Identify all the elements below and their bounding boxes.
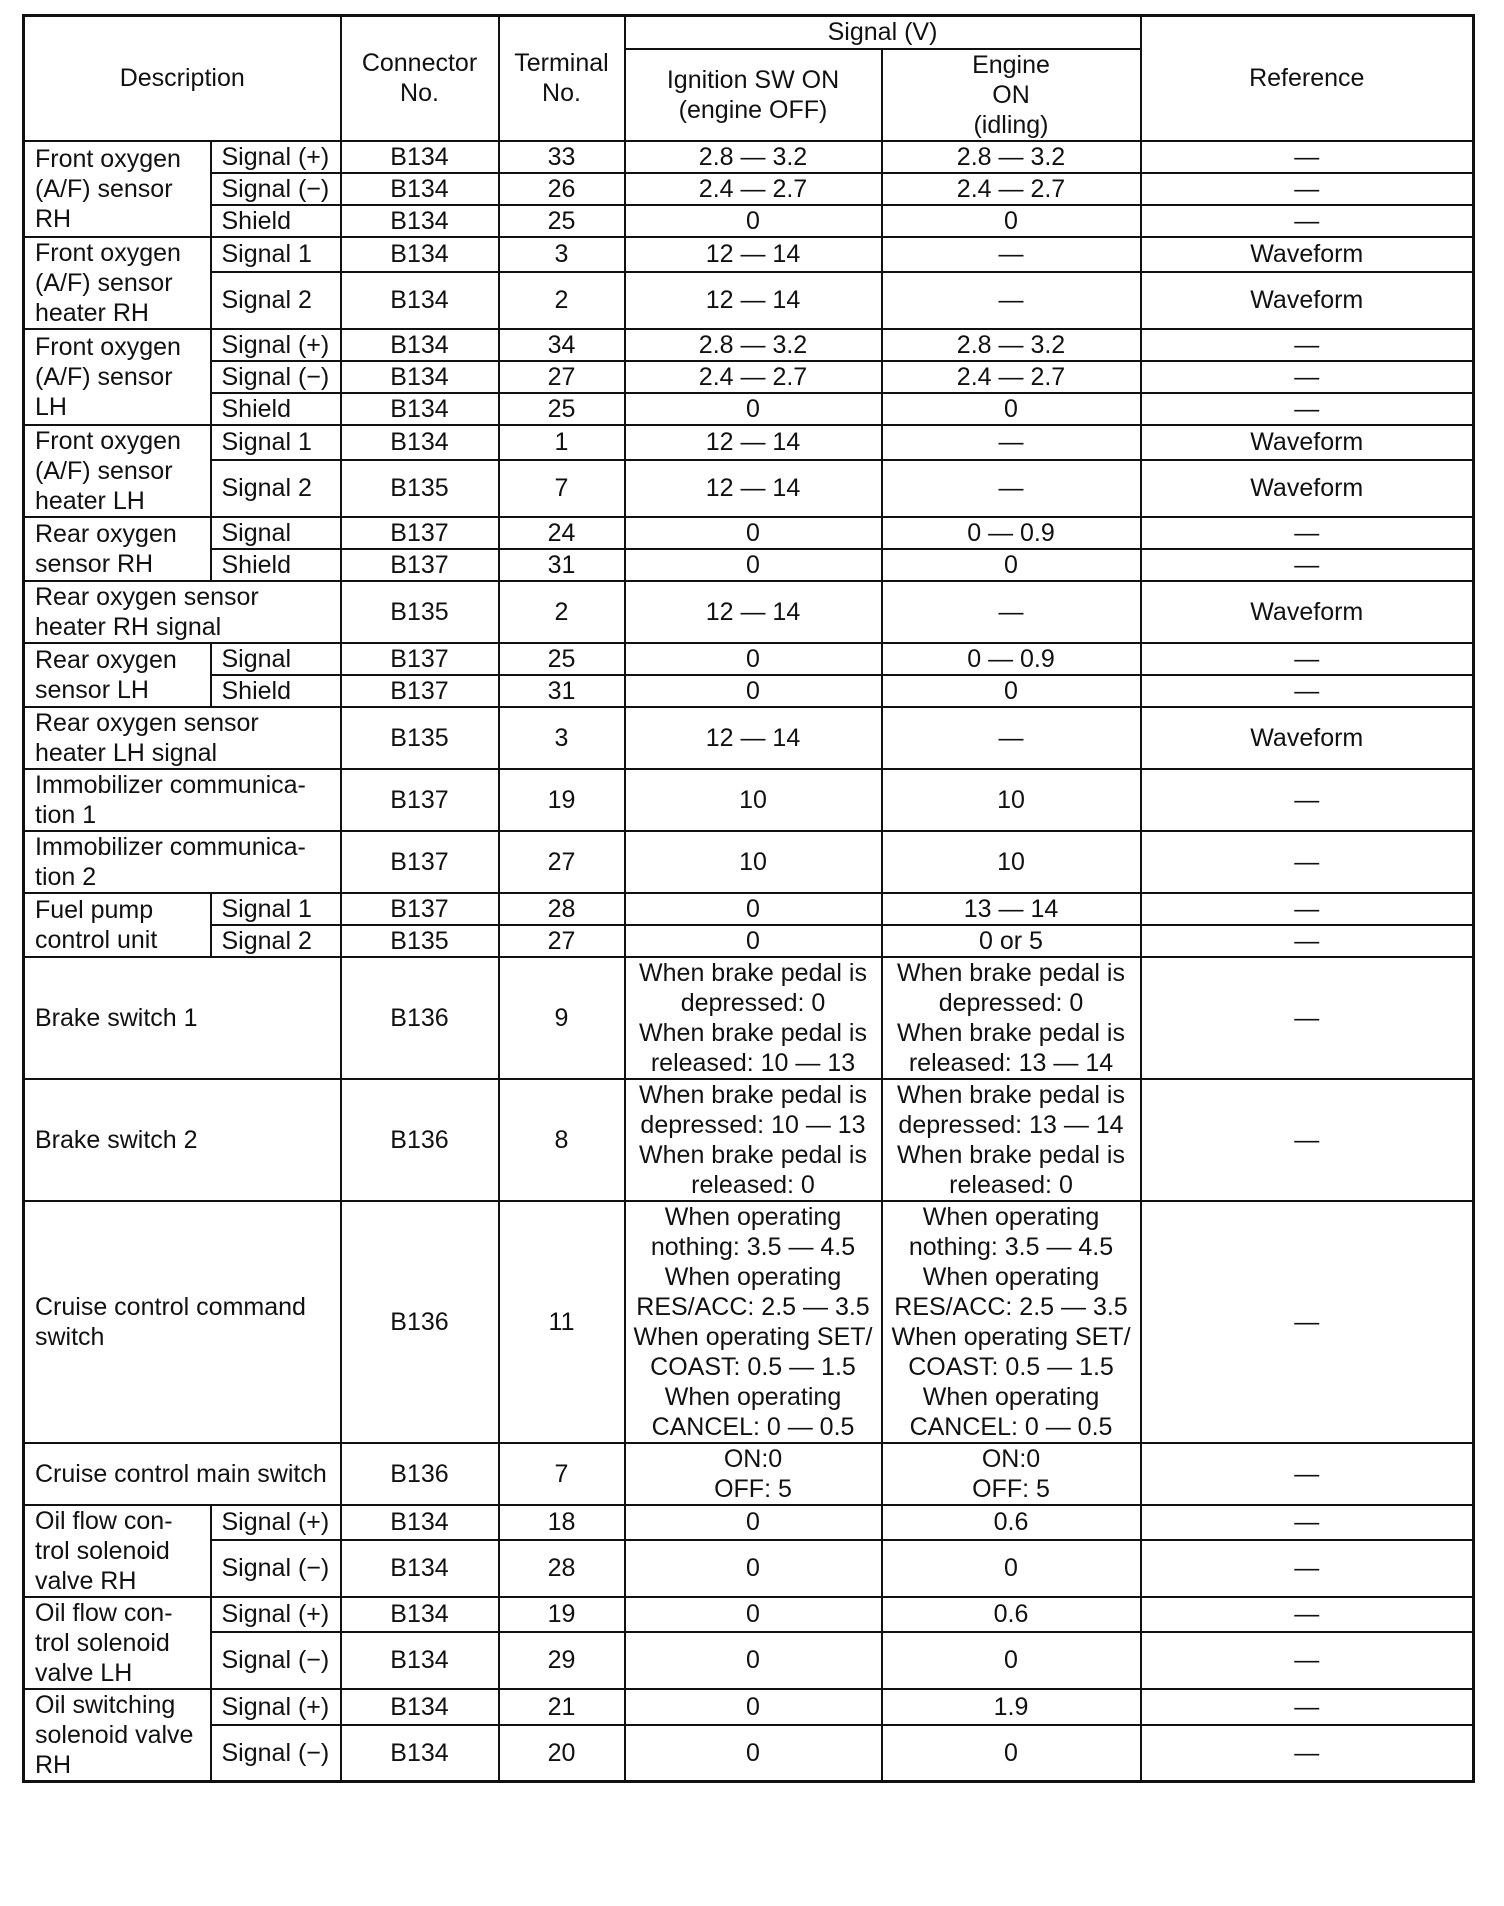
- terminal-cell: 19: [499, 769, 625, 831]
- ignition-cell: 0: [625, 549, 882, 581]
- engine-cell: When brake pedal is depressed: 13 — 14 When brake pedal is released: 0: [882, 1079, 1141, 1201]
- reference-cell: —: [1141, 517, 1474, 549]
- ignition-cell: 0: [625, 1725, 882, 1781]
- ignition-cell: When brake pedal is depressed: 10 — 13 When brake pedal is released: 0: [625, 1079, 882, 1201]
- connector-cell: B134: [341, 1689, 499, 1725]
- description-cell: Fuel pump control unit: [24, 893, 211, 957]
- ignition-cell: 12 — 14: [625, 425, 882, 461]
- sub-signal-cell: Signal 1: [211, 425, 341, 461]
- engine-cell: 0 — 0.9: [882, 643, 1141, 675]
- reference-cell: —: [1141, 1540, 1474, 1596]
- engine-cell: —: [882, 707, 1141, 769]
- engine-cell: 0: [882, 393, 1141, 425]
- engine-cell: 0.6: [882, 1505, 1141, 1541]
- engine-cell: —: [882, 460, 1141, 516]
- terminal-cell: 28: [499, 1540, 625, 1596]
- terminal-cell: 34: [499, 329, 625, 361]
- connector-cell: B134: [341, 237, 499, 273]
- header-reference: Reference: [1141, 16, 1474, 141]
- description-cell: Rear oxygen sensor heater LH signal: [24, 707, 341, 769]
- engine-cell: 0: [882, 1632, 1141, 1688]
- engine-cell: 13 — 14: [882, 893, 1141, 925]
- table-row: [24, 425, 1474, 461]
- engine-cell: When operating nothing: 3.5 — 4.5 When operating RES/ACC: 2.5 — 3.5 When operating SET/ COAST: 0.5 — 1.5 When operating CANCEL: 0 — 0.5: [882, 1201, 1141, 1443]
- reference-cell: —: [1141, 1725, 1474, 1781]
- reference-cell: —: [1141, 1689, 1474, 1725]
- description-cell: Cruise control main switch: [24, 1443, 341, 1505]
- engine-cell: When brake pedal is depressed: 0 When brake pedal is released: 13 — 14: [882, 957, 1141, 1079]
- terminal-cell: 7: [499, 460, 625, 516]
- ignition-cell: 2.4 — 2.7: [625, 173, 882, 205]
- sub-signal-cell: Shield: [211, 675, 341, 707]
- terminal-cell: 18: [499, 1505, 625, 1541]
- engine-cell: 0: [882, 1540, 1141, 1596]
- reference-cell: Waveform: [1141, 460, 1474, 516]
- description-cell: Immobilizer communica-tion 2: [24, 831, 341, 893]
- ignition-cell: 0: [625, 1505, 882, 1541]
- description-cell: Rear oxygen sensor RH: [24, 517, 211, 581]
- connector-cell: B134: [341, 1725, 499, 1781]
- ignition-cell: 0: [625, 1689, 882, 1725]
- table-body: [24, 141, 1474, 1782]
- reference-cell: —: [1141, 361, 1474, 393]
- engine-cell: —: [882, 237, 1141, 273]
- reference-cell: —: [1141, 329, 1474, 361]
- terminal-cell: 25: [499, 205, 625, 237]
- sub-signal-cell: Signal (−): [211, 1725, 341, 1781]
- connector-cell: B135: [341, 707, 499, 769]
- terminal-cell: 24: [499, 517, 625, 549]
- table-row: [24, 643, 1474, 675]
- ignition-cell: 12 — 14: [625, 581, 882, 643]
- terminal-cell: 1: [499, 425, 625, 461]
- reference-cell: Waveform: [1141, 425, 1474, 461]
- description-cell: Rear oxygen sensor LH: [24, 643, 211, 707]
- engine-cell: 10: [882, 769, 1141, 831]
- sub-signal-cell: Signal 2: [211, 925, 341, 957]
- table-row: [24, 141, 1474, 173]
- reference-cell: —: [1141, 643, 1474, 675]
- sub-signal-cell: Signal (+): [211, 329, 341, 361]
- sub-signal-cell: Signal 1: [211, 893, 341, 925]
- ignition-cell: 0: [625, 1632, 882, 1688]
- reference-cell: —: [1141, 1079, 1474, 1201]
- table-row: [24, 1505, 1474, 1541]
- ignition-cell: ON:0 OFF: 5: [625, 1443, 882, 1505]
- sub-signal-cell: Signal (+): [211, 1505, 341, 1541]
- terminal-cell: 27: [499, 831, 625, 893]
- connector-cell: B137: [341, 831, 499, 893]
- table-row: [24, 237, 1474, 273]
- connector-cell: B134: [341, 272, 499, 328]
- reference-cell: —: [1141, 141, 1474, 173]
- description-cell: Oil flow con-trol solenoid valve RH: [24, 1505, 211, 1597]
- description-cell: Front oxygen (A/F) sensor RH: [24, 141, 211, 237]
- table-row: [24, 460, 1474, 516]
- sub-signal-cell: Shield: [211, 393, 341, 425]
- table-row: [24, 1632, 1474, 1688]
- description-cell: Front oxygen (A/F) sensor heater RH: [24, 237, 211, 329]
- sub-signal-cell: Signal (−): [211, 1632, 341, 1688]
- table-row: [24, 769, 1474, 831]
- description-cell: Front oxygen (A/F) sensor heater LH: [24, 425, 211, 517]
- table-row: [24, 957, 1474, 1079]
- terminal-cell: 31: [499, 675, 625, 707]
- engine-cell: 2.8 — 3.2: [882, 329, 1141, 361]
- header-ignition: Ignition SW ON (engine OFF): [625, 49, 882, 141]
- table-row: [24, 517, 1474, 549]
- connector-cell: B134: [341, 1540, 499, 1596]
- ignition-cell: 0: [625, 675, 882, 707]
- ignition-cell: 10: [625, 831, 882, 893]
- engine-cell: 0: [882, 205, 1141, 237]
- sub-signal-cell: Signal (+): [211, 141, 341, 173]
- sub-signal-cell: Signal 1: [211, 237, 341, 273]
- reference-cell: —: [1141, 1443, 1474, 1505]
- terminal-cell: 29: [499, 1632, 625, 1688]
- engine-cell: 10: [882, 831, 1141, 893]
- ignition-cell: 12 — 14: [625, 460, 882, 516]
- reference-cell: —: [1141, 1505, 1474, 1541]
- connector-cell: B134: [341, 141, 499, 173]
- reference-cell: —: [1141, 1201, 1474, 1443]
- description-cell: Oil switching solenoid valve RH: [24, 1689, 211, 1782]
- connector-cell: B134: [341, 329, 499, 361]
- connector-cell: B135: [341, 925, 499, 957]
- table-row: [24, 205, 1474, 237]
- description-cell: Brake switch 2: [24, 1079, 341, 1201]
- sub-signal-cell: Signal: [211, 643, 341, 675]
- ignition-cell: 2.8 — 3.2: [625, 329, 882, 361]
- table-row: [24, 675, 1474, 707]
- table-row: [24, 393, 1474, 425]
- sub-signal-cell: Shield: [211, 205, 341, 237]
- engine-cell: 0: [882, 549, 1141, 581]
- ignition-cell: 0: [625, 517, 882, 549]
- table-row: [24, 173, 1474, 205]
- reference-cell: —: [1141, 925, 1474, 957]
- reference-cell: Waveform: [1141, 581, 1474, 643]
- reference-cell: Waveform: [1141, 272, 1474, 328]
- engine-cell: 0: [882, 1725, 1141, 1781]
- header-terminal: Terminal No.: [499, 16, 625, 141]
- reference-cell: —: [1141, 549, 1474, 581]
- terminal-cell: 31: [499, 549, 625, 581]
- terminal-cell: 2: [499, 581, 625, 643]
- connector-cell: B134: [341, 205, 499, 237]
- connector-cell: B134: [341, 1505, 499, 1541]
- terminal-cell: 9: [499, 957, 625, 1079]
- ignition-cell: 12 — 14: [625, 707, 882, 769]
- ignition-cell: 0: [625, 1540, 882, 1596]
- terminal-cell: 19: [499, 1597, 625, 1633]
- sub-signal-cell: Shield: [211, 549, 341, 581]
- engine-cell: 2.4 — 2.7: [882, 173, 1141, 205]
- terminal-cell: 7: [499, 1443, 625, 1505]
- table-row: [24, 831, 1474, 893]
- ignition-cell: 12 — 14: [625, 237, 882, 273]
- table-row: [24, 581, 1474, 643]
- terminal-cell: 8: [499, 1079, 625, 1201]
- reference-cell: —: [1141, 893, 1474, 925]
- connector-cell: B136: [341, 957, 499, 1079]
- ignition-cell: When operating nothing: 3.5 — 4.5 When operating RES/ACC: 2.5 — 3.5 When operating SET/ COAST: 0.5 — 1.5 When operating CANCEL: 0 — 0.5: [625, 1201, 882, 1443]
- reference-cell: —: [1141, 769, 1474, 831]
- reference-cell: Waveform: [1141, 237, 1474, 273]
- description-cell: Rear oxygen sensor heater RH signal: [24, 581, 341, 643]
- description-cell: Immobilizer communica-tion 1: [24, 769, 341, 831]
- connector-cell: B135: [341, 460, 499, 516]
- table-row: [24, 1079, 1474, 1201]
- engine-cell: —: [882, 425, 1141, 461]
- ignition-cell: 0: [625, 205, 882, 237]
- connector-cell: B137: [341, 549, 499, 581]
- engine-cell: ON:0 OFF: 5: [882, 1443, 1141, 1505]
- connector-cell: B137: [341, 893, 499, 925]
- sub-signal-cell: Signal (+): [211, 1597, 341, 1633]
- ignition-cell: 2.8 — 3.2: [625, 141, 882, 173]
- terminal-cell: 33: [499, 141, 625, 173]
- table-row: [24, 1725, 1474, 1781]
- reference-cell: —: [1141, 675, 1474, 707]
- table-row: [24, 361, 1474, 393]
- terminal-cell: 21: [499, 1689, 625, 1725]
- ignition-cell: 0: [625, 643, 882, 675]
- table-row: [24, 707, 1474, 769]
- description-cell: Front oxygen (A/F) sensor LH: [24, 329, 211, 425]
- sub-signal-cell: Signal 2: [211, 272, 341, 328]
- terminal-cell: 2: [499, 272, 625, 328]
- terminal-cell: 25: [499, 643, 625, 675]
- engine-cell: 1.9: [882, 1689, 1141, 1725]
- sub-signal-cell: Signal (+): [211, 1689, 341, 1725]
- connector-cell: B134: [341, 1597, 499, 1633]
- connector-cell: B134: [341, 361, 499, 393]
- engine-cell: 0 or 5: [882, 925, 1141, 957]
- sub-signal-cell: Signal (−): [211, 361, 341, 393]
- table-row: [24, 1597, 1474, 1633]
- table-row: [24, 893, 1474, 925]
- header-signal: Signal (V): [625, 16, 1141, 49]
- reference-cell: —: [1141, 173, 1474, 205]
- ignition-cell: 10: [625, 769, 882, 831]
- connector-cell: B136: [341, 1079, 499, 1201]
- table-row: [24, 549, 1474, 581]
- table-row: [24, 1689, 1474, 1725]
- terminal-cell: 25: [499, 393, 625, 425]
- reference-cell: Waveform: [1141, 707, 1474, 769]
- connector-cell: B136: [341, 1201, 499, 1443]
- table-row: [24, 1443, 1474, 1505]
- header-engine: Engine ON (idling): [882, 49, 1141, 141]
- terminal-cell: 26: [499, 173, 625, 205]
- ignition-cell: 0: [625, 893, 882, 925]
- table-header: [24, 16, 1474, 141]
- terminal-cell: 20: [499, 1725, 625, 1781]
- engine-cell: —: [882, 581, 1141, 643]
- ignition-cell: 0: [625, 925, 882, 957]
- reference-cell: —: [1141, 1632, 1474, 1688]
- table-row: [24, 1540, 1474, 1596]
- engine-cell: 0: [882, 675, 1141, 707]
- connector-cell: B137: [341, 643, 499, 675]
- ignition-cell: 12 — 14: [625, 272, 882, 328]
- terminal-cell: 3: [499, 707, 625, 769]
- engine-cell: 2.4 — 2.7: [882, 361, 1141, 393]
- engine-cell: 0.6: [882, 1597, 1141, 1633]
- connector-cell: B137: [341, 517, 499, 549]
- reference-cell: —: [1141, 957, 1474, 1079]
- connector-cell: B134: [341, 425, 499, 461]
- reference-cell: —: [1141, 831, 1474, 893]
- reference-cell: —: [1141, 1597, 1474, 1633]
- header-connector: Connector No.: [341, 16, 499, 141]
- table-row: [24, 1201, 1474, 1443]
- engine-cell: 0 — 0.9: [882, 517, 1141, 549]
- terminal-cell: 27: [499, 361, 625, 393]
- connector-cell: B136: [341, 1443, 499, 1505]
- connector-cell: B137: [341, 675, 499, 707]
- sub-signal-cell: Signal (−): [211, 1540, 341, 1596]
- connector-cell: B134: [341, 1632, 499, 1688]
- terminal-signal-table: [22, 14, 1475, 1783]
- terminal-cell: 11: [499, 1201, 625, 1443]
- connector-cell: B134: [341, 393, 499, 425]
- terminal-cell: 3: [499, 237, 625, 273]
- sub-signal-cell: Signal 2: [211, 460, 341, 516]
- sub-signal-cell: Signal: [211, 517, 341, 549]
- ignition-cell: When brake pedal is depressed: 0 When brake pedal is released: 10 — 13: [625, 957, 882, 1079]
- engine-cell: —: [882, 272, 1141, 328]
- ignition-cell: 0: [625, 1597, 882, 1633]
- reference-cell: —: [1141, 205, 1474, 237]
- ignition-cell: 2.4 — 2.7: [625, 361, 882, 393]
- engine-cell: 2.8 — 3.2: [882, 141, 1141, 173]
- header-description: Description: [24, 16, 341, 141]
- table-row: [24, 272, 1474, 328]
- description-cell: Oil flow con-trol solenoid valve LH: [24, 1597, 211, 1689]
- table-row: [24, 329, 1474, 361]
- reference-cell: —: [1141, 393, 1474, 425]
- terminal-cell: 28: [499, 893, 625, 925]
- connector-cell: B134: [341, 173, 499, 205]
- description-cell: Brake switch 1: [24, 957, 341, 1079]
- table-row: [24, 925, 1474, 957]
- ignition-cell: 0: [625, 393, 882, 425]
- sub-signal-cell: Signal (−): [211, 173, 341, 205]
- terminal-cell: 27: [499, 925, 625, 957]
- connector-cell: B137: [341, 769, 499, 831]
- description-cell: Cruise control command switch: [24, 1201, 341, 1443]
- connector-cell: B135: [341, 581, 499, 643]
